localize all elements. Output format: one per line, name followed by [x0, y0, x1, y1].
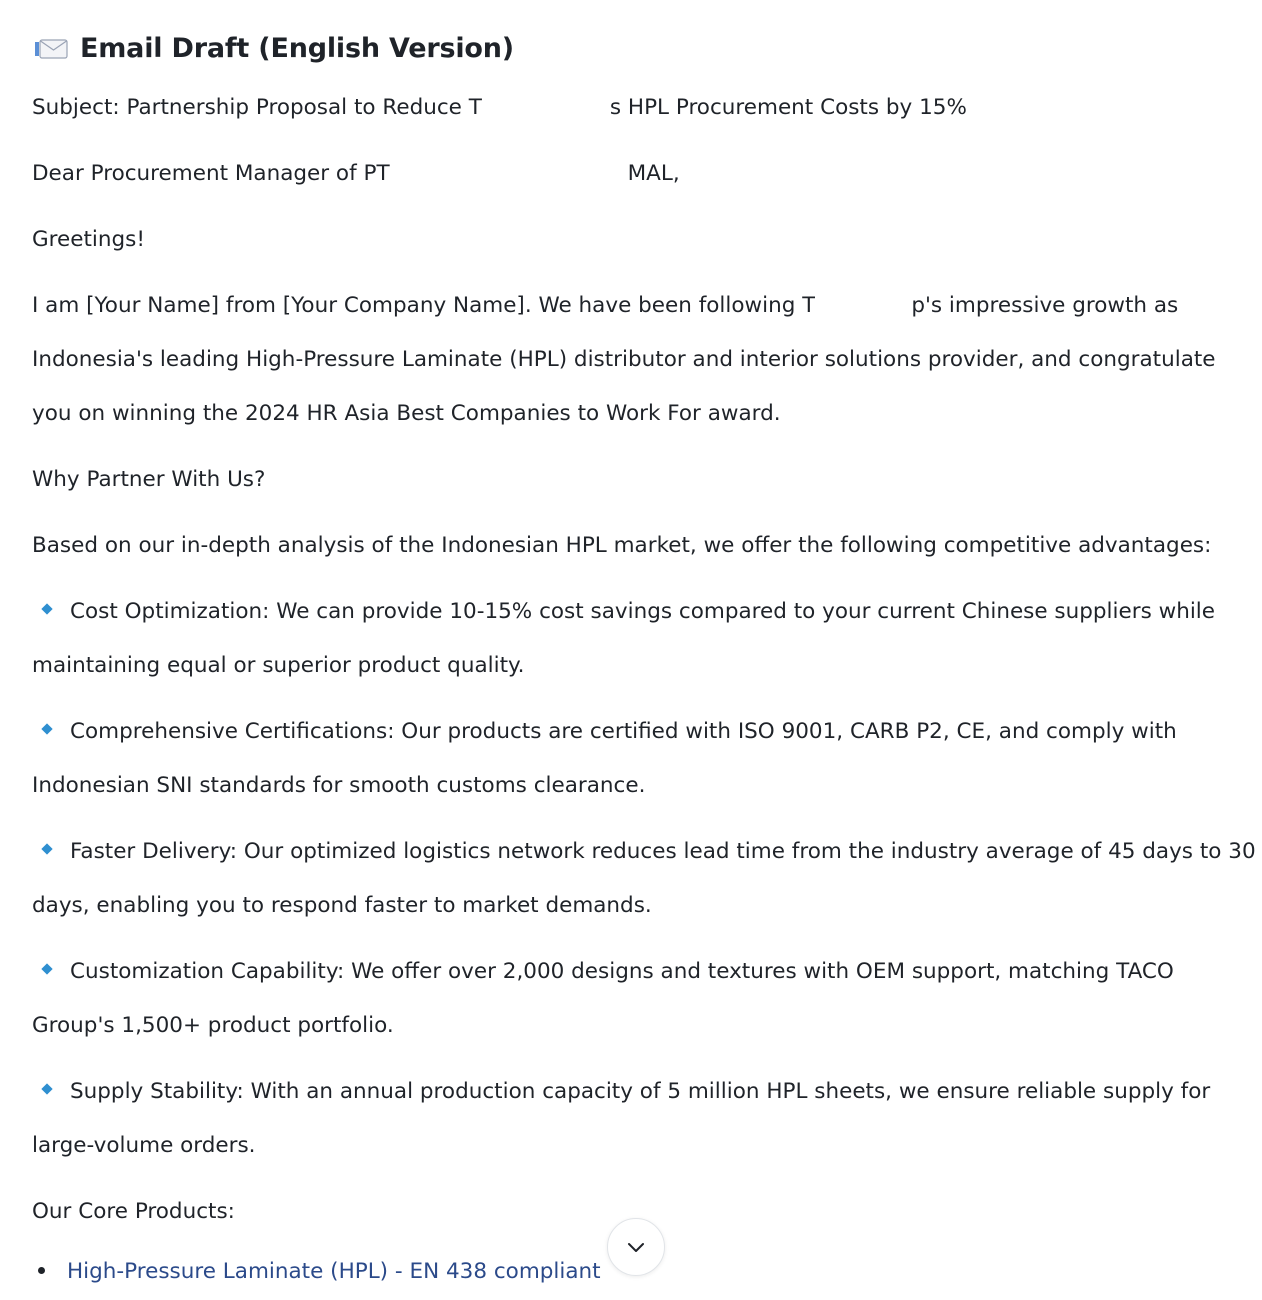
- page-title: Email Draft (English Version): [80, 32, 514, 64]
- intro-paragraph-line: you on winning the 2024 HR Asia Best Companies to Work For award.: [32, 401, 781, 426]
- advantage-item: [32, 717, 1177, 747]
- advantage-text: Customization Capability: We offer over 2,000 designs and textures with OEM support, matching TACO: [70, 959, 1174, 984]
- email-subject: [32, 93, 967, 123]
- bullet-dot-icon: [38, 1267, 45, 1274]
- diamond-bullet-icon: [41, 843, 52, 854]
- advantage-item: [32, 597, 1215, 627]
- diamond-bullet-icon: [41, 723, 52, 734]
- advantage-item-continuation: large-volume orders.: [32, 1133, 256, 1158]
- chevron-down-icon: [624, 1235, 648, 1259]
- advantage-text: Comprehensive Certifications: Our products are certified with ISO 9001, CARB P2, CE, and comply with: [70, 719, 1177, 744]
- scroll-down-button[interactable]: [607, 1218, 665, 1276]
- advantage-item-continuation: maintaining equal or superior product quality.: [32, 653, 525, 678]
- subject-text-end: s HPL Procurement Costs by 15%: [609, 95, 967, 120]
- redacted-region: [815, 291, 911, 321]
- advantage-item: [32, 837, 1256, 867]
- advantage-item: [32, 1077, 1210, 1107]
- subject-text-start: Subject: Partnership Proposal to Reduce T: [32, 95, 482, 120]
- diamond-bullet-icon: [41, 603, 52, 614]
- section-heading-core-products: Our Core Products:: [32, 1199, 235, 1224]
- redacted-region: [390, 159, 628, 189]
- intro-paragraph-line: Indonesia's leading High-Pressure Laminate (HPL) distributor and interior solutions provider, and congratulate: [32, 347, 1216, 372]
- diamond-bullet-icon: [41, 963, 52, 974]
- salutation-text-start: Dear Procurement Manager of PT: [32, 161, 390, 186]
- intro-text-end: p's impressive growth as: [911, 293, 1179, 318]
- intro-paragraph-line: [32, 291, 1178, 321]
- advantage-item-continuation: Indonesian SNI standards for smooth customs clearance.: [32, 773, 646, 798]
- list-item: [32, 1257, 601, 1287]
- advantage-text: Supply Stability: With an annual production capacity of 5 million HPL sheets, we ensure reliable supply for: [70, 1079, 1211, 1104]
- redacted-region: [482, 93, 610, 123]
- email-greeting: Greetings!: [32, 227, 145, 252]
- salutation-text-end: MAL,: [627, 161, 680, 186]
- section-heading-why-partner: Why Partner With Us?: [32, 467, 266, 492]
- envelope-icon: [34, 36, 68, 60]
- email-draft-heading: [34, 28, 514, 68]
- advantage-item-continuation: days, enabling you to respond faster to market demands.: [32, 893, 652, 918]
- advantage-item-continuation: Group's 1,500+ product portfolio.: [32, 1013, 394, 1038]
- advantage-text: Cost Optimization: We can provide 10-15% cost savings compared to your current Chinese suppliers while: [70, 599, 1215, 624]
- analysis-paragraph: Based on our in-depth analysis of the Indonesian HPL market, we offer the following competitive advantages:: [32, 533, 1212, 558]
- intro-text-start: I am [Your Name] from [Your Company Name]. We have been following T: [32, 293, 816, 318]
- email-salutation: [32, 159, 680, 189]
- advantage-item: [32, 957, 1174, 987]
- advantage-text: Faster Delivery: Our optimized logistics network reduces lead time from the industry average of 45 days to 30: [70, 839, 1256, 864]
- diamond-bullet-icon: [41, 1083, 52, 1094]
- product-item-text: High-Pressure Laminate (HPL) - EN 438 compliant: [67, 1259, 601, 1284]
